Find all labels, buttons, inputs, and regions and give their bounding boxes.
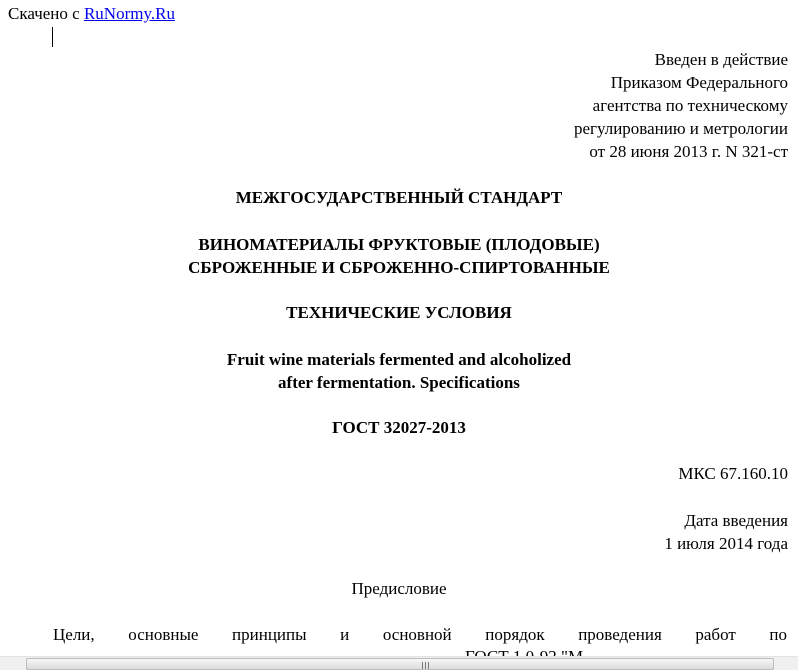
- gost-number: ГОСТ 32027-2013: [332, 418, 466, 437]
- effective-date-block: [664, 509, 788, 555]
- horizontal-scrollbar[interactable]: [0, 656, 798, 670]
- source-link[interactable]: RuNormy.Ru: [83, 4, 175, 23]
- body-paragraph-line: Цели, основные принципы и основной порядок проведения работ по: [53, 625, 787, 644]
- preface-heading: Предисловие: [351, 579, 447, 598]
- title-line: ВИНОМАТЕРИАЛЫ ФРУКТОВЫЕ (ПЛОДОВЫЕ): [198, 235, 600, 254]
- introduced-block: [574, 48, 788, 163]
- effective-date-label: Дата введения: [684, 511, 788, 530]
- title-line: СБРОЖЕННЫЕ И СБРОЖЕННО-СПИРТОВАННЫЕ: [188, 258, 610, 277]
- introduced-line: регулированию и метрологии: [573, 119, 788, 138]
- grip-icon: [422, 662, 430, 669]
- introduced-line: от 28 июня 2013 г. N 321-ст: [589, 142, 788, 161]
- text-caret: [52, 27, 53, 47]
- source-line: [8, 4, 175, 24]
- english-title-line: after fermentation. Specifications: [278, 373, 520, 392]
- document-subtitle: ТЕХНИЧЕСКИЕ УСЛОВИЯ: [286, 303, 512, 322]
- mks-code: МКС 67.160.10: [678, 464, 788, 483]
- introduced-line: агентства по техническому: [592, 96, 788, 115]
- document-title: [0, 233, 798, 279]
- introduced-line: Введен в действие: [654, 50, 788, 69]
- standard-type-heading: МЕЖГОСУДАРСТВЕННЫЙ СТАНДАРТ: [235, 188, 563, 207]
- scrollbar-thumb[interactable]: [26, 658, 774, 670]
- source-prefix: Скачено с: [8, 4, 80, 23]
- effective-date-value: 1 июля 2014 года: [664, 534, 788, 553]
- introduced-line: Приказом Федерального: [610, 73, 788, 92]
- english-title-line: Fruit wine materials fermented and alcoholized: [226, 350, 572, 369]
- english-title: [0, 348, 798, 394]
